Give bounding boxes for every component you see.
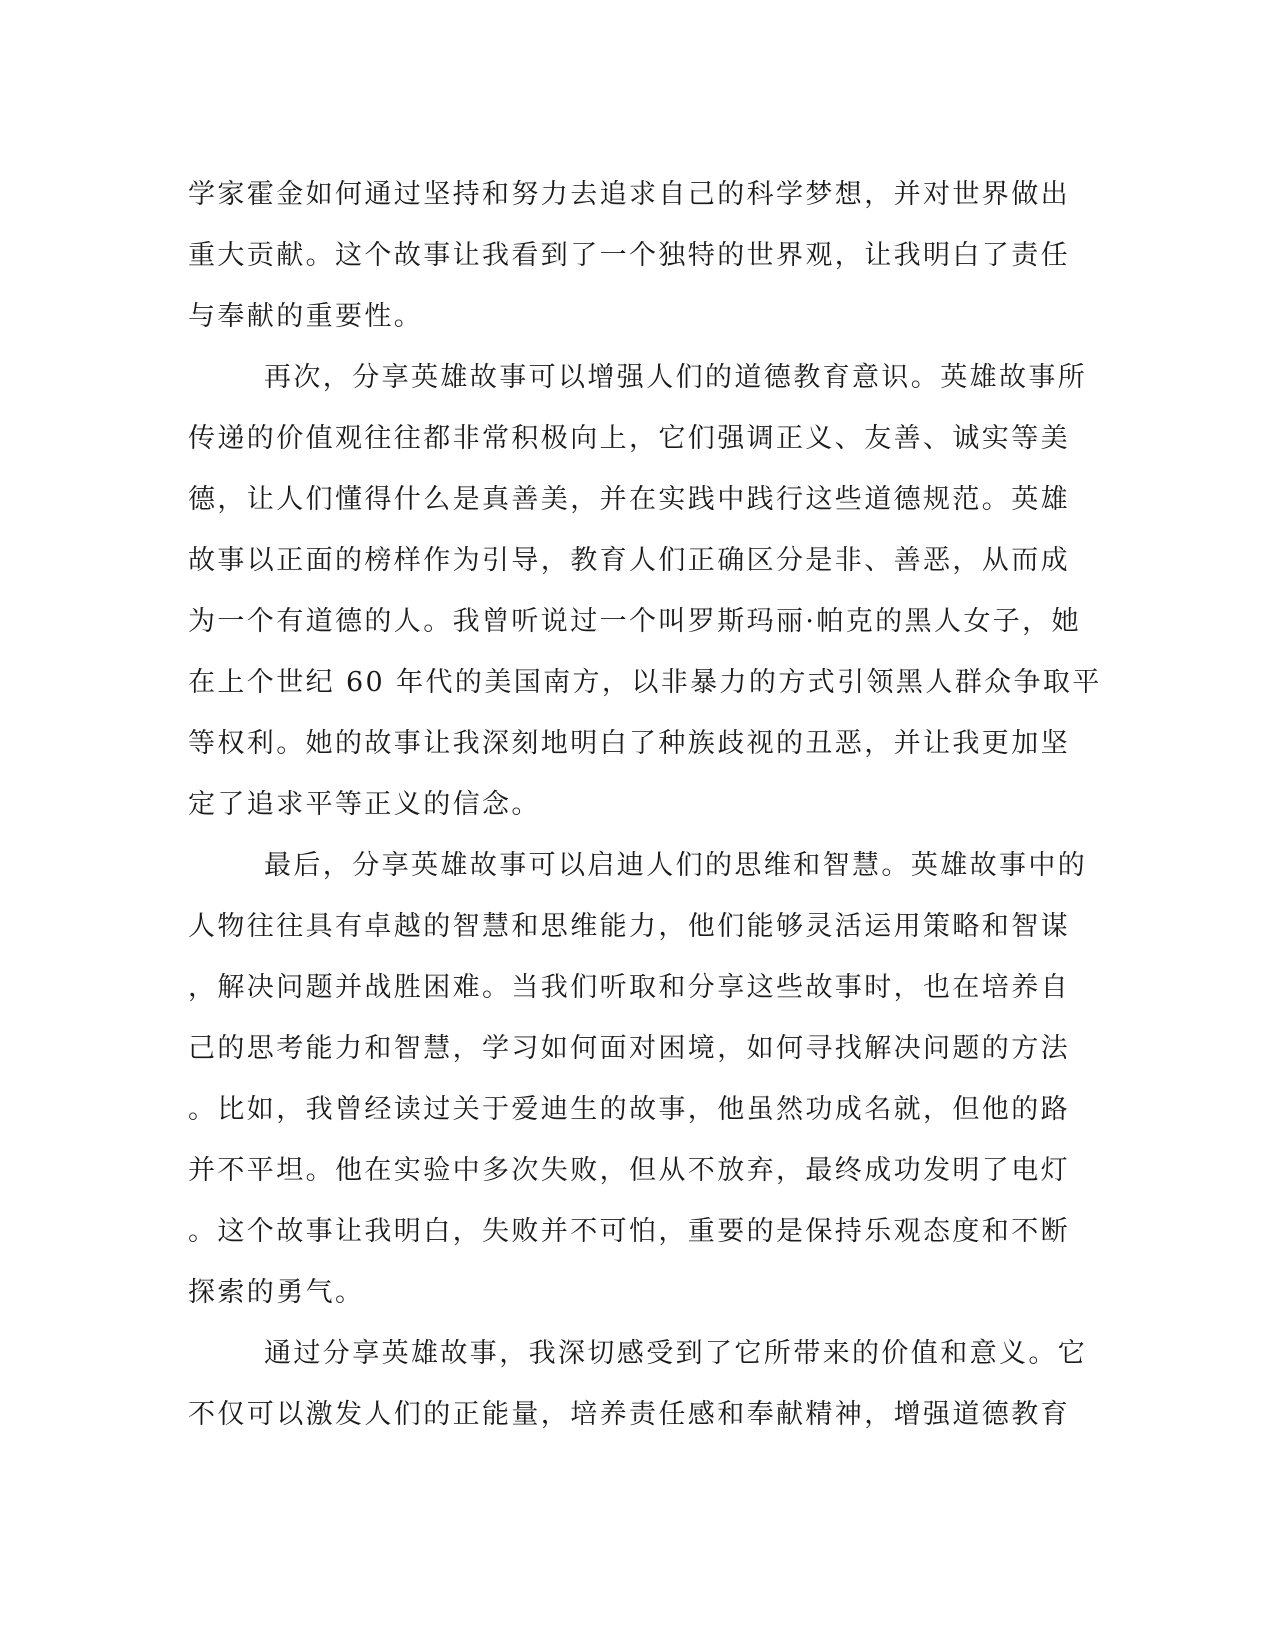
text-line: 等权利。她的故事让我深刻地明白了种族歧视的丑恶，并让我更加坚 bbox=[188, 728, 1070, 759]
text-line: 传递的价值观往往都非常积极向上，它们强调正义、友善、诚实等美 bbox=[188, 423, 1070, 454]
text-line: 学家霍金如何通过坚持和努力去追求自己的科学梦想，并对世界做出 bbox=[188, 179, 1070, 210]
text-line: 人物往往具有卓越的智慧和思维能力，他们能够灵活运用策略和智谋 bbox=[188, 911, 1070, 942]
text-line: 与奉献的重要性。 bbox=[188, 301, 424, 332]
paragraph-start-line: 最后，分享英雄故事可以启迪人们的思维和智慧。英雄故事中的 bbox=[264, 850, 1088, 881]
text-line: 。比如，我曾经读过关于爱迪生的故事，他虽然功成名就，但他的路 bbox=[188, 1094, 1070, 1125]
paragraph-start-line: 通过分享英雄故事，我深切感受到了它所带来的价值和意义。它 bbox=[264, 1338, 1088, 1369]
body-text bbox=[188, 164, 1102, 1445]
text-line: 己的思考能力和智慧，学习如何面对困境，如何寻找解决问题的方法 bbox=[188, 1033, 1070, 1064]
text-line: 故事以正面的榜样作为引导，教育人们正确区分是非、善恶，从而成 bbox=[188, 545, 1070, 576]
text-line: 并不平坦。他在实验中多次失败，但从不放弃，最终成功发明了电灯 bbox=[188, 1155, 1070, 1186]
text-line: 定了追求平等正义的信念。 bbox=[188, 789, 541, 820]
paragraph-start-line: 再次，分享英雄故事可以增强人们的道德教育意识。英雄故事所 bbox=[264, 362, 1088, 393]
text-line: 为一个有道德的人。我曾听说过一个叫罗斯玛丽·帕克的黑人女子，她 bbox=[188, 606, 1081, 637]
text-line: 探索的勇气。 bbox=[188, 1277, 365, 1308]
text-line: 重大贡献。这个故事让我看到了一个独特的世界观，让我明白了责任 bbox=[188, 240, 1070, 271]
text-line: ，解决问题并战胜困难。当我们听取和分享这些故事时，也在培养自 bbox=[188, 972, 1070, 1003]
text-line: 不仅可以激发人们的正能量，培养责任感和奉献精神，增强道德教育 bbox=[188, 1399, 1070, 1430]
text-line: 德，让人们懂得什么是真善美，并在实践中践行这些道德规范。英雄 bbox=[188, 484, 1070, 515]
text-line: 。这个故事让我明白，失败并不可怕，重要的是保持乐观态度和不断 bbox=[188, 1216, 1070, 1247]
text-line: 在上个世纪 60 年代的美国南方，以非暴力的方式引领黑人群众争取平 bbox=[188, 667, 1102, 698]
